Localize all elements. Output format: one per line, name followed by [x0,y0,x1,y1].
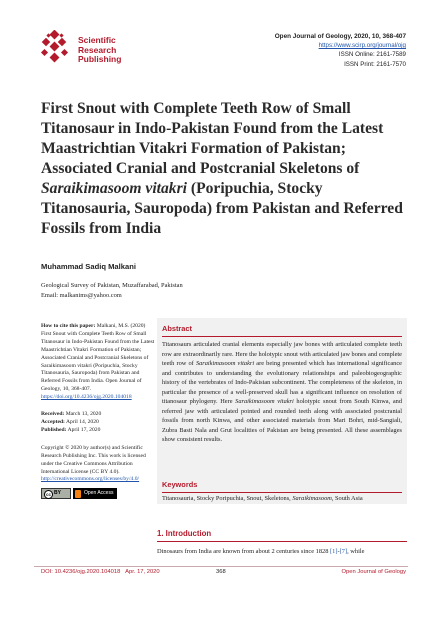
received-label: Received: [41,411,65,418]
keywords-part-1: Titanosauria, Stocky Poripuchia, Snout, Skeletons, [162,495,293,502]
open-lock-icon [75,490,81,498]
accepted-date [41,419,155,427]
paper-title [41,99,411,239]
keywords-heading: Keywords [162,480,198,489]
issn-online: ISSN Online: 2161-7589 [338,51,406,59]
cc-icon: cc [45,491,51,497]
accepted-value: April 14, 2020 [64,418,99,425]
footer-doi: DOI: 10.4236/ojg.2020.104018 [41,569,121,575]
license-badges [41,488,155,499]
citation-label: How to cite this paper: [41,323,96,329]
accepted-label: Accepted: [41,418,65,425]
intro-separator: - [337,548,340,555]
abstract-divider [162,336,402,337]
keywords-text [162,494,402,503]
keywords-divider [162,492,402,493]
license-link[interactable]: http://creativecommons.org/licenses/by/4.0/ [41,476,140,483]
open-access-badge[interactable] [73,488,117,499]
journal-reference: Open Journal of Geology, 2020, 10, 368-407 [274,33,406,40]
title-species: Saraikimasoom vitakri [41,180,187,197]
footer-doi-date [41,569,160,575]
received-value: March 13, 2020 [64,411,102,418]
citation-text: Malkani, M.S. (2020) First Snout with Complete Teeth Row of Small Titanosaur in Indo-Pakistan Found from the Latest Maastrichtian Vitakri Formation of Pakistan; Associated Cranial and Postcranial Skeletons of Saraikimasoom vitakri (Poripuchia, Stocky Titanosauria, Sauropoda) from Pakistan and Referred Fossils from India. Open Journal of Geology, 10, 368-407. [41,323,155,393]
keywords-species: Saraikimasoom, [292,495,334,502]
published-label: Published: [41,426,67,433]
title-text-1: First Snout with Complete Teeth Row of Small Titanosaur in Indo-Pakistan Found from the Latest Maastrichtian Vitakri Formation of Pakistan; Associated Cranial and Postcranial Skeletons of [41,100,384,177]
introduction-divider [157,541,407,542]
affiliation-block [41,281,183,301]
keywords-part-2: South Asia [333,495,363,502]
author-name: Muhammad Sadiq Malkani [41,262,136,271]
article-info-column [41,323,155,499]
footer-date: Apr. 17, 2020 [125,569,160,575]
footer-journal: Open Journal of Geology [341,569,406,575]
introduction-heading: 1. Introduction [157,529,212,538]
cc-by-label: BY [54,490,61,497]
abstract-species-1: Saraikimasoom vitakri [195,360,255,368]
license-text: Copyright © 2020 by author(s) and Scientific Research Publishing Inc. This work is licensed under the Creative Commons Attribution International License (CC BY 4.0). [41,444,146,475]
footer-divider [34,566,408,567]
reference-link-7[interactable]: [7] [339,548,348,555]
abstract-part-1: Titanosaurs articulated cranial elements especially jaw bones with articulated complete teeth row are extraordinarily rare. Here the holotypic snout with articulated jaw bones and complete teeth row of [162,341,402,368]
logo-line-1: Scientific [78,35,116,45]
journal-url-link[interactable]: https://www.scirp.org/journal/ojg [318,42,406,50]
scirp-logo-icon [38,30,72,64]
received-date [41,411,155,419]
abstract-heading: Abstract [162,324,192,333]
published-date [41,427,155,435]
intro-part-1: Dinosaurs from India are known from about 2 centuries since 1828 [157,548,331,555]
cc-by-badge[interactable] [41,488,71,499]
logo-wordmark [78,36,121,65]
abstract-species-2: Saraikimasoom vitakri [235,398,294,406]
reference-link-1[interactable]: [1] [330,548,338,555]
email[interactable]: Email: malkanims@yahoo.com [41,292,122,299]
abstract-part-3: holotypic snout from South Kinwa, and referred jaw with articulated pointed and rounded teeth along with associated postcranial fossils from north Kinwa, and other associated materials from Mari Bohri, mid-Sangiali, Zubra Basti Nala and Grut localities of Pakistan are being presented. All these assemblages show consistent results. [162,398,402,444]
introduction-text [157,547,409,556]
license-block [41,445,155,500]
doi-link[interactable]: https://doi.org/10.4236/ojg.2020.104018 [41,394,132,401]
affiliation: Geological Survey of Pakistan, Muzaffarabad, Pakistan [41,282,183,289]
citation [41,323,155,402]
logo-line-3: Publishing [78,54,122,64]
dates-block [41,411,155,435]
page-number: 368 [216,569,226,575]
journal-info [275,32,406,69]
logo-line-2: Research [78,44,117,55]
abstract-part-2: are being presented which has international significance and contributes to understanding the evolutionary relationships and paleobiogeographic history of the vertebrates of Indo-Pakistan subcontinent. The completeness of the skeleton, in particular the presence of a well-preserved skull has a significant influence on resolution of titanosaur phylogeny. Here [162,360,402,406]
title-text-2: (Poripuchia, Stocky Titanosauria, Sauropoda) from Pakistan and Referred Fossils from India [41,180,403,237]
published-value: April 17, 2020 [66,426,101,433]
open-access-label: Open Access [84,489,114,496]
issn-print: ISSN Print: 2161-7570 [344,60,406,68]
abstract-text [162,340,402,445]
publisher-logo[interactable] [38,30,158,70]
intro-part-2: , while [347,548,365,555]
